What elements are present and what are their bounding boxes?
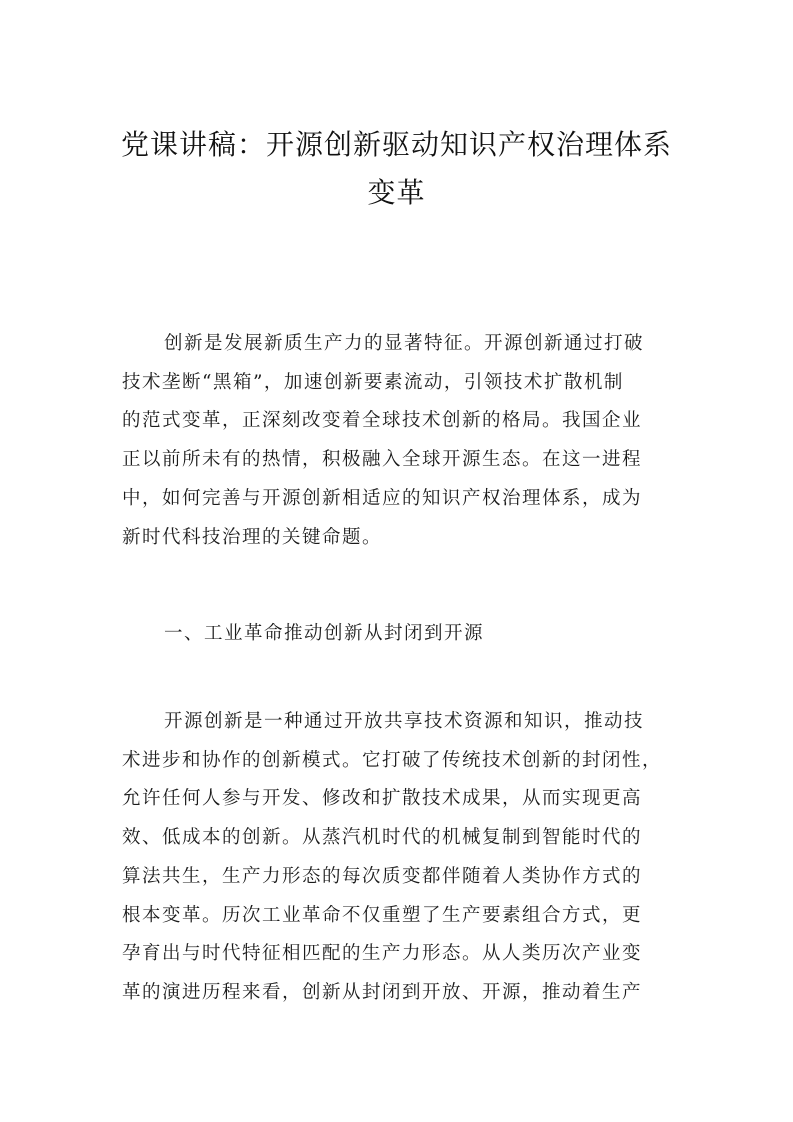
paragraph-line: 根本变革。历次工业革命不仅重塑了生产要素组合方式，更 <box>122 904 643 926</box>
section-body-paragraph <box>122 703 682 1013</box>
paragraph-line: 正以前所未有的热情，积极融入全球开源生态。在这一进程 <box>122 449 643 471</box>
paragraph-line: 革的演进历程来看，创新从封闭到开放、开源，推动着生产 <box>122 981 643 1003</box>
paragraph-line: 效、低成本的创新。从蒸汽机时代的机械复制到智能时代的 <box>122 827 643 849</box>
paragraph-line: 新时代科技治理的关键命题。 <box>122 526 383 548</box>
document-title-line-1: 党课讲稿：开源创新驱动知识产权治理体系 <box>120 128 672 161</box>
intro-paragraph <box>122 325 682 557</box>
paragraph-line: 创新是发展新质生产力的显著特征。开源创新通过打破 <box>164 333 645 354</box>
paragraph-line: 术进步和协作的创新模式。它打破了传统技术创新的封闭性， <box>122 749 663 771</box>
paragraph-line: 技术垄断“黑箱”，加速创新要素流动，引领技术扩散机制 <box>122 371 624 393</box>
section-heading-text: 一、工业革命推动创新从封闭到开源 <box>164 623 485 644</box>
paragraph-line: 的范式变革，正深刻改变着全球技术创新的格局。我国企业 <box>122 410 643 432</box>
paragraph-line: 中，如何完善与开源创新相适应的知识产权治理体系，成为 <box>122 487 643 509</box>
document-title-line-2: 变革 <box>367 176 426 209</box>
section-heading <box>122 615 682 654</box>
paragraph-line: 允许任何人参与开发、修改和扩散技术成果，从而实现更高 <box>122 788 643 810</box>
paragraph-line: 算法共生，生产力形态的每次质变都伴随着人类协作方式的 <box>122 865 643 887</box>
paragraph-line: 开源创新是一种通过开放共享技术资源和知识，推动技 <box>164 711 645 732</box>
paragraph-line: 孕育出与时代特征相匹配的生产力形态。从人类历次产业变 <box>122 943 643 965</box>
